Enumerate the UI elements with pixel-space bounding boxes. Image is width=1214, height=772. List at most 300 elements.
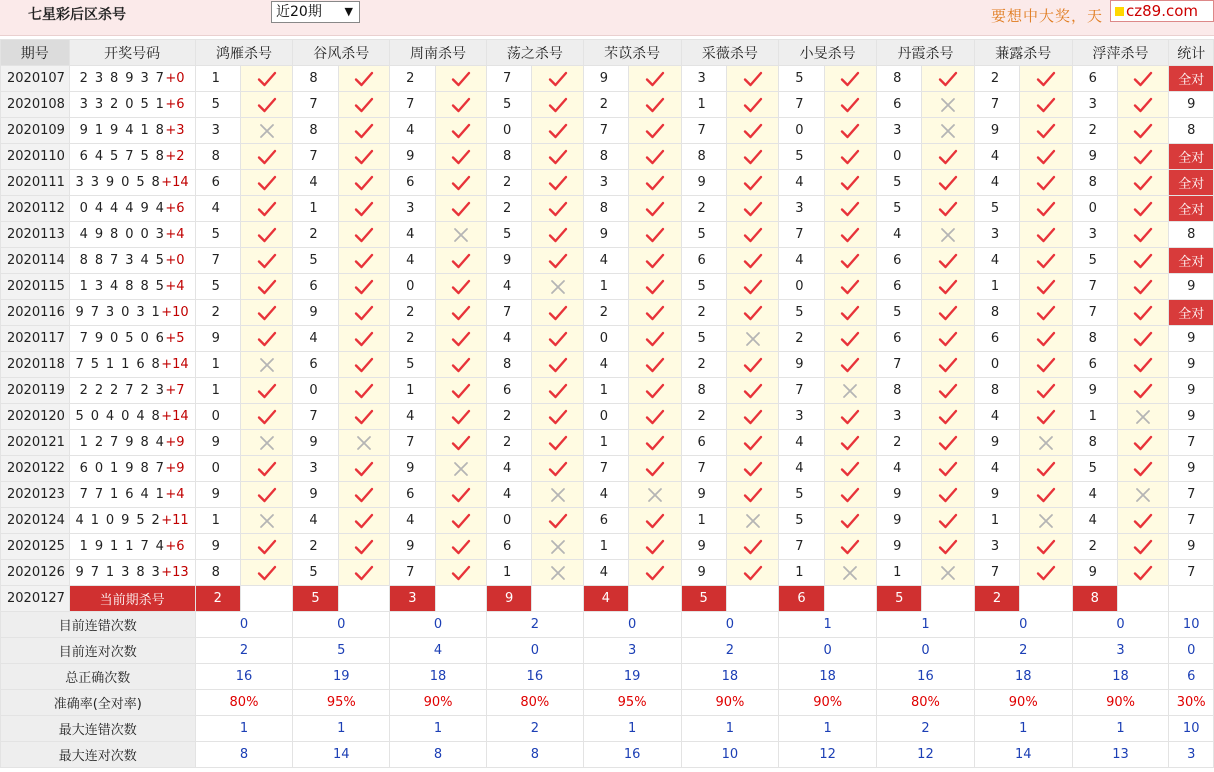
stats-value: 16 (195, 664, 293, 690)
check-icon (1036, 149, 1056, 165)
current-kill-number: 2 (974, 586, 1019, 612)
draw-digits: 9 1 9 4 1 8 (79, 123, 166, 138)
check-icon (451, 123, 471, 139)
check-icon (354, 175, 374, 191)
check-icon (1036, 227, 1056, 243)
result-mark-cell (435, 170, 486, 196)
column-header-stat: 统计 (1169, 40, 1214, 66)
check-icon (354, 539, 374, 555)
check-icon (354, 357, 374, 373)
column-header-expert[interactable]: 鸿雁杀号 (195, 40, 293, 66)
draw-numbers-cell (69, 560, 195, 586)
kill-number-cell: 4 (390, 248, 435, 274)
kill-number-cell: 4 (974, 456, 1019, 482)
draw-sum: +9 (165, 435, 185, 450)
stats-row (1, 690, 1214, 716)
stats-value: 18 (390, 664, 487, 690)
kill-number-cell: 6 (486, 534, 531, 560)
result-mark-cell (338, 456, 389, 482)
kill-number-cell: 5 (877, 170, 922, 196)
stats-value: 0 (779, 638, 877, 664)
result-mark-cell (532, 430, 583, 456)
current-kill-number: 8 (1072, 586, 1117, 612)
check-icon (257, 305, 277, 321)
result-mark-cell (532, 300, 583, 326)
result-mark-cell (532, 534, 583, 560)
kill-number-cell: 4 (1072, 482, 1117, 508)
check-icon (645, 435, 665, 451)
check-icon (354, 227, 374, 243)
cross-icon (647, 487, 663, 503)
kill-number-cell: 9 (486, 248, 531, 274)
kill-number-cell: 7 (681, 456, 726, 482)
check-icon (451, 435, 471, 451)
check-icon (938, 201, 958, 217)
result-mark-cell (240, 274, 292, 300)
result-mark-cell (532, 482, 583, 508)
stats-value: 1 (390, 716, 487, 742)
stats-value: 18 (974, 664, 1072, 690)
result-mark-cell (824, 170, 876, 196)
kill-number-cell: 9 (974, 430, 1019, 456)
kill-number-cell: 5 (779, 300, 824, 326)
cross-icon (550, 565, 566, 581)
result-mark-cell (1020, 534, 1072, 560)
table-row (1, 196, 1214, 222)
result-mark-cell (240, 404, 292, 430)
current-kill-number: 5 (293, 586, 338, 612)
all-correct-badge: 全对 (1169, 196, 1214, 222)
draw-sum: +14 (161, 357, 189, 372)
result-mark-cell (338, 430, 389, 456)
result-mark-cell (1020, 430, 1072, 456)
draw-numbers-cell (69, 248, 195, 274)
kill-number-cell: 0 (195, 404, 240, 430)
current-kill-number: 2 (195, 586, 240, 612)
stats-value: 14 (293, 742, 390, 768)
kill-number-cell: 2 (583, 300, 628, 326)
stats-value: 95% (293, 690, 390, 716)
check-icon (548, 435, 568, 451)
draw-numbers-cell (69, 378, 195, 404)
result-mark-cell (532, 196, 583, 222)
check-icon (1036, 253, 1056, 269)
kill-number-cell: 4 (486, 326, 531, 352)
kill-number-cell: 2 (681, 352, 726, 378)
period-cell: 2020109 (1, 118, 70, 144)
stats-row (1, 612, 1214, 638)
current-kill-number: 5 (681, 586, 726, 612)
result-mark-cell (338, 326, 389, 352)
kill-number-cell: 3 (877, 404, 922, 430)
draw-numbers-cell (69, 300, 195, 326)
check-icon (840, 513, 860, 529)
check-icon (645, 227, 665, 243)
period-cell: 2020122 (1, 456, 70, 482)
cross-icon (259, 123, 275, 139)
stats-value: 2 (877, 716, 975, 742)
kill-number-cell: 9 (195, 430, 240, 456)
kill-number-cell: 4 (583, 482, 628, 508)
kill-number-cell: 2 (195, 300, 240, 326)
result-mark-cell (922, 456, 974, 482)
column-header-expert[interactable]: 丹霞杀号 (877, 40, 975, 66)
kill-number-cell: 7 (293, 404, 338, 430)
check-icon (743, 565, 763, 581)
check-icon (451, 279, 471, 295)
check-icon (257, 331, 277, 347)
stats-value: 0 (877, 638, 975, 664)
result-mark-cell (1020, 378, 1072, 404)
kill-number-cell: 4 (974, 170, 1019, 196)
result-mark-cell (824, 534, 876, 560)
check-icon (548, 201, 568, 217)
kill-number-cell: 6 (1072, 66, 1117, 92)
result-mark-cell (629, 144, 681, 170)
check-icon (1133, 331, 1153, 347)
kill-number-cell: 8 (877, 378, 922, 404)
result-mark-cell (532, 378, 583, 404)
kill-number-cell: 5 (1072, 248, 1117, 274)
result-mark-cell (922, 144, 974, 170)
result-mark-cell (338, 404, 389, 430)
stats-value: 2 (681, 638, 779, 664)
stats-value: 0 (1072, 612, 1169, 638)
table-row (1, 456, 1214, 482)
check-icon (1133, 513, 1153, 529)
kill-number-cell: 4 (583, 560, 628, 586)
result-mark-cell (1020, 560, 1072, 586)
result-mark-cell (1117, 326, 1168, 352)
stats-value: 0 (293, 612, 390, 638)
kill-number-cell: 6 (681, 430, 726, 456)
result-mark-cell (532, 222, 583, 248)
draw-sum: +5 (165, 331, 185, 346)
cross-icon (940, 565, 956, 581)
result-mark-cell (824, 352, 876, 378)
stats-value: 5 (293, 638, 390, 664)
result-mark-cell (1117, 66, 1168, 92)
cross-icon (1135, 409, 1151, 425)
result-mark-cell (1020, 66, 1072, 92)
result-mark-cell (726, 352, 778, 378)
cross-icon (259, 435, 275, 451)
stats-value: 0 (195, 612, 293, 638)
check-icon (840, 279, 860, 295)
stats-value: 3 (583, 638, 681, 664)
check-icon (743, 97, 763, 113)
column-header-expert[interactable]: 谷风杀号 (293, 40, 390, 66)
kill-number-cell: 4 (390, 222, 435, 248)
check-icon (645, 513, 665, 529)
result-mark-cell (532, 92, 583, 118)
table-row (1, 508, 1214, 534)
check-icon (451, 149, 471, 165)
kill-number-cell: 1 (779, 560, 824, 586)
check-icon (840, 123, 860, 139)
stats-value: 0 (583, 612, 681, 638)
draw-numbers-cell (69, 170, 195, 196)
kill-number-cell: 6 (583, 508, 628, 534)
result-mark-cell (726, 170, 778, 196)
kill-number-cell: 1 (877, 560, 922, 586)
table-row (1, 170, 1214, 196)
check-icon (1133, 253, 1153, 269)
stats-value: 90% (1072, 690, 1169, 716)
result-mark-cell (824, 196, 876, 222)
check-icon (451, 253, 471, 269)
draw-digits: 6 0 1 9 8 7 (79, 461, 166, 476)
check-icon (743, 435, 763, 451)
check-icon (840, 71, 860, 87)
kill-number-cell: 5 (293, 560, 338, 586)
kill-number-cell: 0 (779, 274, 824, 300)
column-header-expert[interactable]: 浮萍杀号 (1072, 40, 1169, 66)
kill-number-cell: 7 (293, 144, 338, 170)
all-correct-badge: 全对 (1169, 66, 1214, 92)
kill-number-cell: 9 (681, 560, 726, 586)
kill-number-cell: 5 (877, 300, 922, 326)
result-mark-cell (824, 482, 876, 508)
kill-number-cell: 9 (390, 144, 435, 170)
column-header-expert[interactable]: 荡之杀号 (486, 40, 583, 66)
empty-cell (922, 586, 974, 612)
table-row (1, 430, 1214, 456)
kill-number-cell: 0 (779, 118, 824, 144)
stats-value: 80% (486, 690, 583, 716)
result-mark-cell (922, 560, 974, 586)
table-row (1, 300, 1214, 326)
check-icon (451, 331, 471, 347)
result-mark-cell (240, 560, 292, 586)
check-icon (548, 71, 568, 87)
kill-number-cell: 1 (583, 534, 628, 560)
column-header-expert[interactable]: 小旻杀号 (779, 40, 877, 66)
check-icon (257, 97, 277, 113)
current-period-row (1, 586, 1214, 612)
stats-row (1, 716, 1214, 742)
stats-value: 12 (877, 742, 975, 768)
correct-count-cell: 8 (1169, 222, 1214, 248)
result-mark-cell (922, 300, 974, 326)
kill-number-cell: 3 (1072, 222, 1117, 248)
kill-number-cell: 8 (681, 378, 726, 404)
check-icon (548, 97, 568, 113)
check-icon (548, 227, 568, 243)
result-mark-cell (532, 66, 583, 92)
draw-sum: +3 (165, 123, 185, 138)
draw-numbers-cell (69, 404, 195, 430)
kill-number-cell: 8 (583, 144, 628, 170)
kill-number-cell: 7 (583, 456, 628, 482)
all-correct-badge: 全对 (1169, 300, 1214, 326)
result-mark-cell (824, 456, 876, 482)
check-icon (938, 357, 958, 373)
correct-count-cell: 9 (1169, 326, 1214, 352)
kill-number-cell: 5 (390, 352, 435, 378)
draw-digits: 9 7 1 3 8 3 (75, 565, 162, 580)
table-row (1, 404, 1214, 430)
empty-cell (824, 586, 876, 612)
kill-number-cell: 7 (486, 300, 531, 326)
logo-square-icon (1115, 7, 1124, 16)
kill-number-cell: 6 (293, 274, 338, 300)
site-logo[interactable] (1110, 0, 1214, 22)
result-mark-cell (240, 326, 292, 352)
kill-number-cell: 6 (877, 92, 922, 118)
kill-number-cell: 5 (195, 274, 240, 300)
kill-number-cell: 6 (293, 352, 338, 378)
kill-number-cell: 0 (486, 508, 531, 534)
check-icon (1133, 279, 1153, 295)
result-mark-cell (629, 508, 681, 534)
check-icon (451, 305, 471, 321)
empty-cell (1117, 586, 1168, 612)
draw-numbers-cell (69, 118, 195, 144)
stats-value: 0 (974, 612, 1072, 638)
draw-sum: +4 (165, 487, 185, 502)
result-mark-cell (338, 274, 389, 300)
column-header-draw: 开奖号码 (69, 40, 195, 66)
result-mark-cell (435, 534, 486, 560)
result-mark-cell (726, 300, 778, 326)
column-header-expert[interactable]: 周南杀号 (390, 40, 487, 66)
kill-number-cell: 4 (293, 508, 338, 534)
kill-number-cell: 2 (681, 300, 726, 326)
draw-numbers-cell (69, 534, 195, 560)
table-row (1, 248, 1214, 274)
check-icon (938, 409, 958, 425)
check-icon (840, 175, 860, 191)
result-mark-cell (629, 482, 681, 508)
kill-number-cell: 1 (195, 378, 240, 404)
result-mark-cell (1117, 274, 1168, 300)
check-icon (354, 513, 374, 529)
stats-value: 2 (974, 638, 1072, 664)
kill-number-cell: 2 (486, 196, 531, 222)
result-mark-cell (338, 144, 389, 170)
draw-digits: 6 4 5 7 5 8 (79, 149, 166, 164)
current-kill-label[interactable]: 当前期杀号 (69, 586, 195, 612)
cross-icon (842, 565, 858, 581)
stats-value: 16 (877, 664, 975, 690)
check-icon (548, 175, 568, 191)
result-mark-cell (726, 456, 778, 482)
kill-number-cell: 9 (195, 326, 240, 352)
stats-value: 18 (779, 664, 877, 690)
stats-value: 13 (1072, 742, 1169, 768)
result-mark-cell (629, 534, 681, 560)
check-icon (743, 539, 763, 555)
check-icon (938, 513, 958, 529)
check-icon (354, 409, 374, 425)
draw-digits: 9 7 3 0 3 1 (75, 305, 162, 320)
result-mark-cell (1117, 404, 1168, 430)
stats-label: 准确率(全对率) (1, 690, 196, 716)
kill-number-cell: 5 (974, 196, 1019, 222)
result-mark-cell (338, 560, 389, 586)
check-icon (1133, 539, 1153, 555)
kill-number-cell: 5 (681, 326, 726, 352)
kill-number-cell: 5 (681, 274, 726, 300)
draw-sum: +11 (161, 513, 189, 528)
stats-value: 0 (681, 612, 779, 638)
result-mark-cell (532, 274, 583, 300)
result-mark-cell (435, 352, 486, 378)
kill-number-cell: 2 (486, 404, 531, 430)
result-mark-cell (824, 222, 876, 248)
kill-number-cell: 6 (390, 482, 435, 508)
kill-number-cell: 3 (195, 118, 240, 144)
stats-value: 80% (877, 690, 975, 716)
kill-number-cell: 1 (974, 508, 1019, 534)
check-icon (1036, 71, 1056, 87)
kill-number-cell: 5 (779, 508, 824, 534)
check-icon (1036, 305, 1056, 321)
chevron-down-icon: ▼ (344, 5, 353, 18)
check-icon (840, 461, 860, 477)
column-header-expert[interactable]: 采薇杀号 (681, 40, 779, 66)
draw-numbers-cell (69, 144, 195, 170)
cross-icon (1038, 513, 1054, 529)
period-cell: 2020110 (1, 144, 70, 170)
kill-number-cell: 7 (779, 534, 824, 560)
check-icon (938, 487, 958, 503)
check-icon (743, 409, 763, 425)
current-kill-number: 6 (779, 586, 824, 612)
draw-sum: +14 (161, 409, 189, 424)
period-cell: 2020119 (1, 378, 70, 404)
stats-value: 8 (486, 742, 583, 768)
cross-icon (356, 435, 372, 451)
kill-number-cell: 0 (583, 326, 628, 352)
result-mark-cell (240, 118, 292, 144)
kill-number-cell: 4 (293, 170, 338, 196)
result-mark-cell (726, 378, 778, 404)
check-icon (354, 305, 374, 321)
result-mark-cell (435, 456, 486, 482)
check-icon (938, 253, 958, 269)
result-mark-cell (435, 222, 486, 248)
result-mark-cell (824, 560, 876, 586)
stats-value: 19 (583, 664, 681, 690)
result-mark-cell (1117, 560, 1168, 586)
check-icon (451, 175, 471, 191)
kill-number-cell: 7 (974, 92, 1019, 118)
result-mark-cell (240, 196, 292, 222)
cross-icon (745, 513, 761, 529)
kill-number-cell: 6 (1072, 352, 1117, 378)
column-header-expert[interactable]: 蒹露杀号 (974, 40, 1072, 66)
result-mark-cell (435, 560, 486, 586)
check-icon (354, 71, 374, 87)
check-icon (354, 123, 374, 139)
kill-number-cell: 4 (293, 326, 338, 352)
result-mark-cell (1020, 300, 1072, 326)
kill-number-cell: 6 (681, 248, 726, 274)
result-mark-cell (1020, 92, 1072, 118)
result-mark-cell (629, 326, 681, 352)
result-mark-cell (1020, 508, 1072, 534)
check-icon (548, 253, 568, 269)
result-mark-cell (240, 534, 292, 560)
period-select[interactable] (271, 1, 360, 23)
kill-number-cell: 0 (1072, 196, 1117, 222)
kill-number-cell: 9 (877, 508, 922, 534)
result-mark-cell (1117, 508, 1168, 534)
result-mark-cell (824, 300, 876, 326)
column-header-expert[interactable]: 芣苡杀号 (583, 40, 681, 66)
